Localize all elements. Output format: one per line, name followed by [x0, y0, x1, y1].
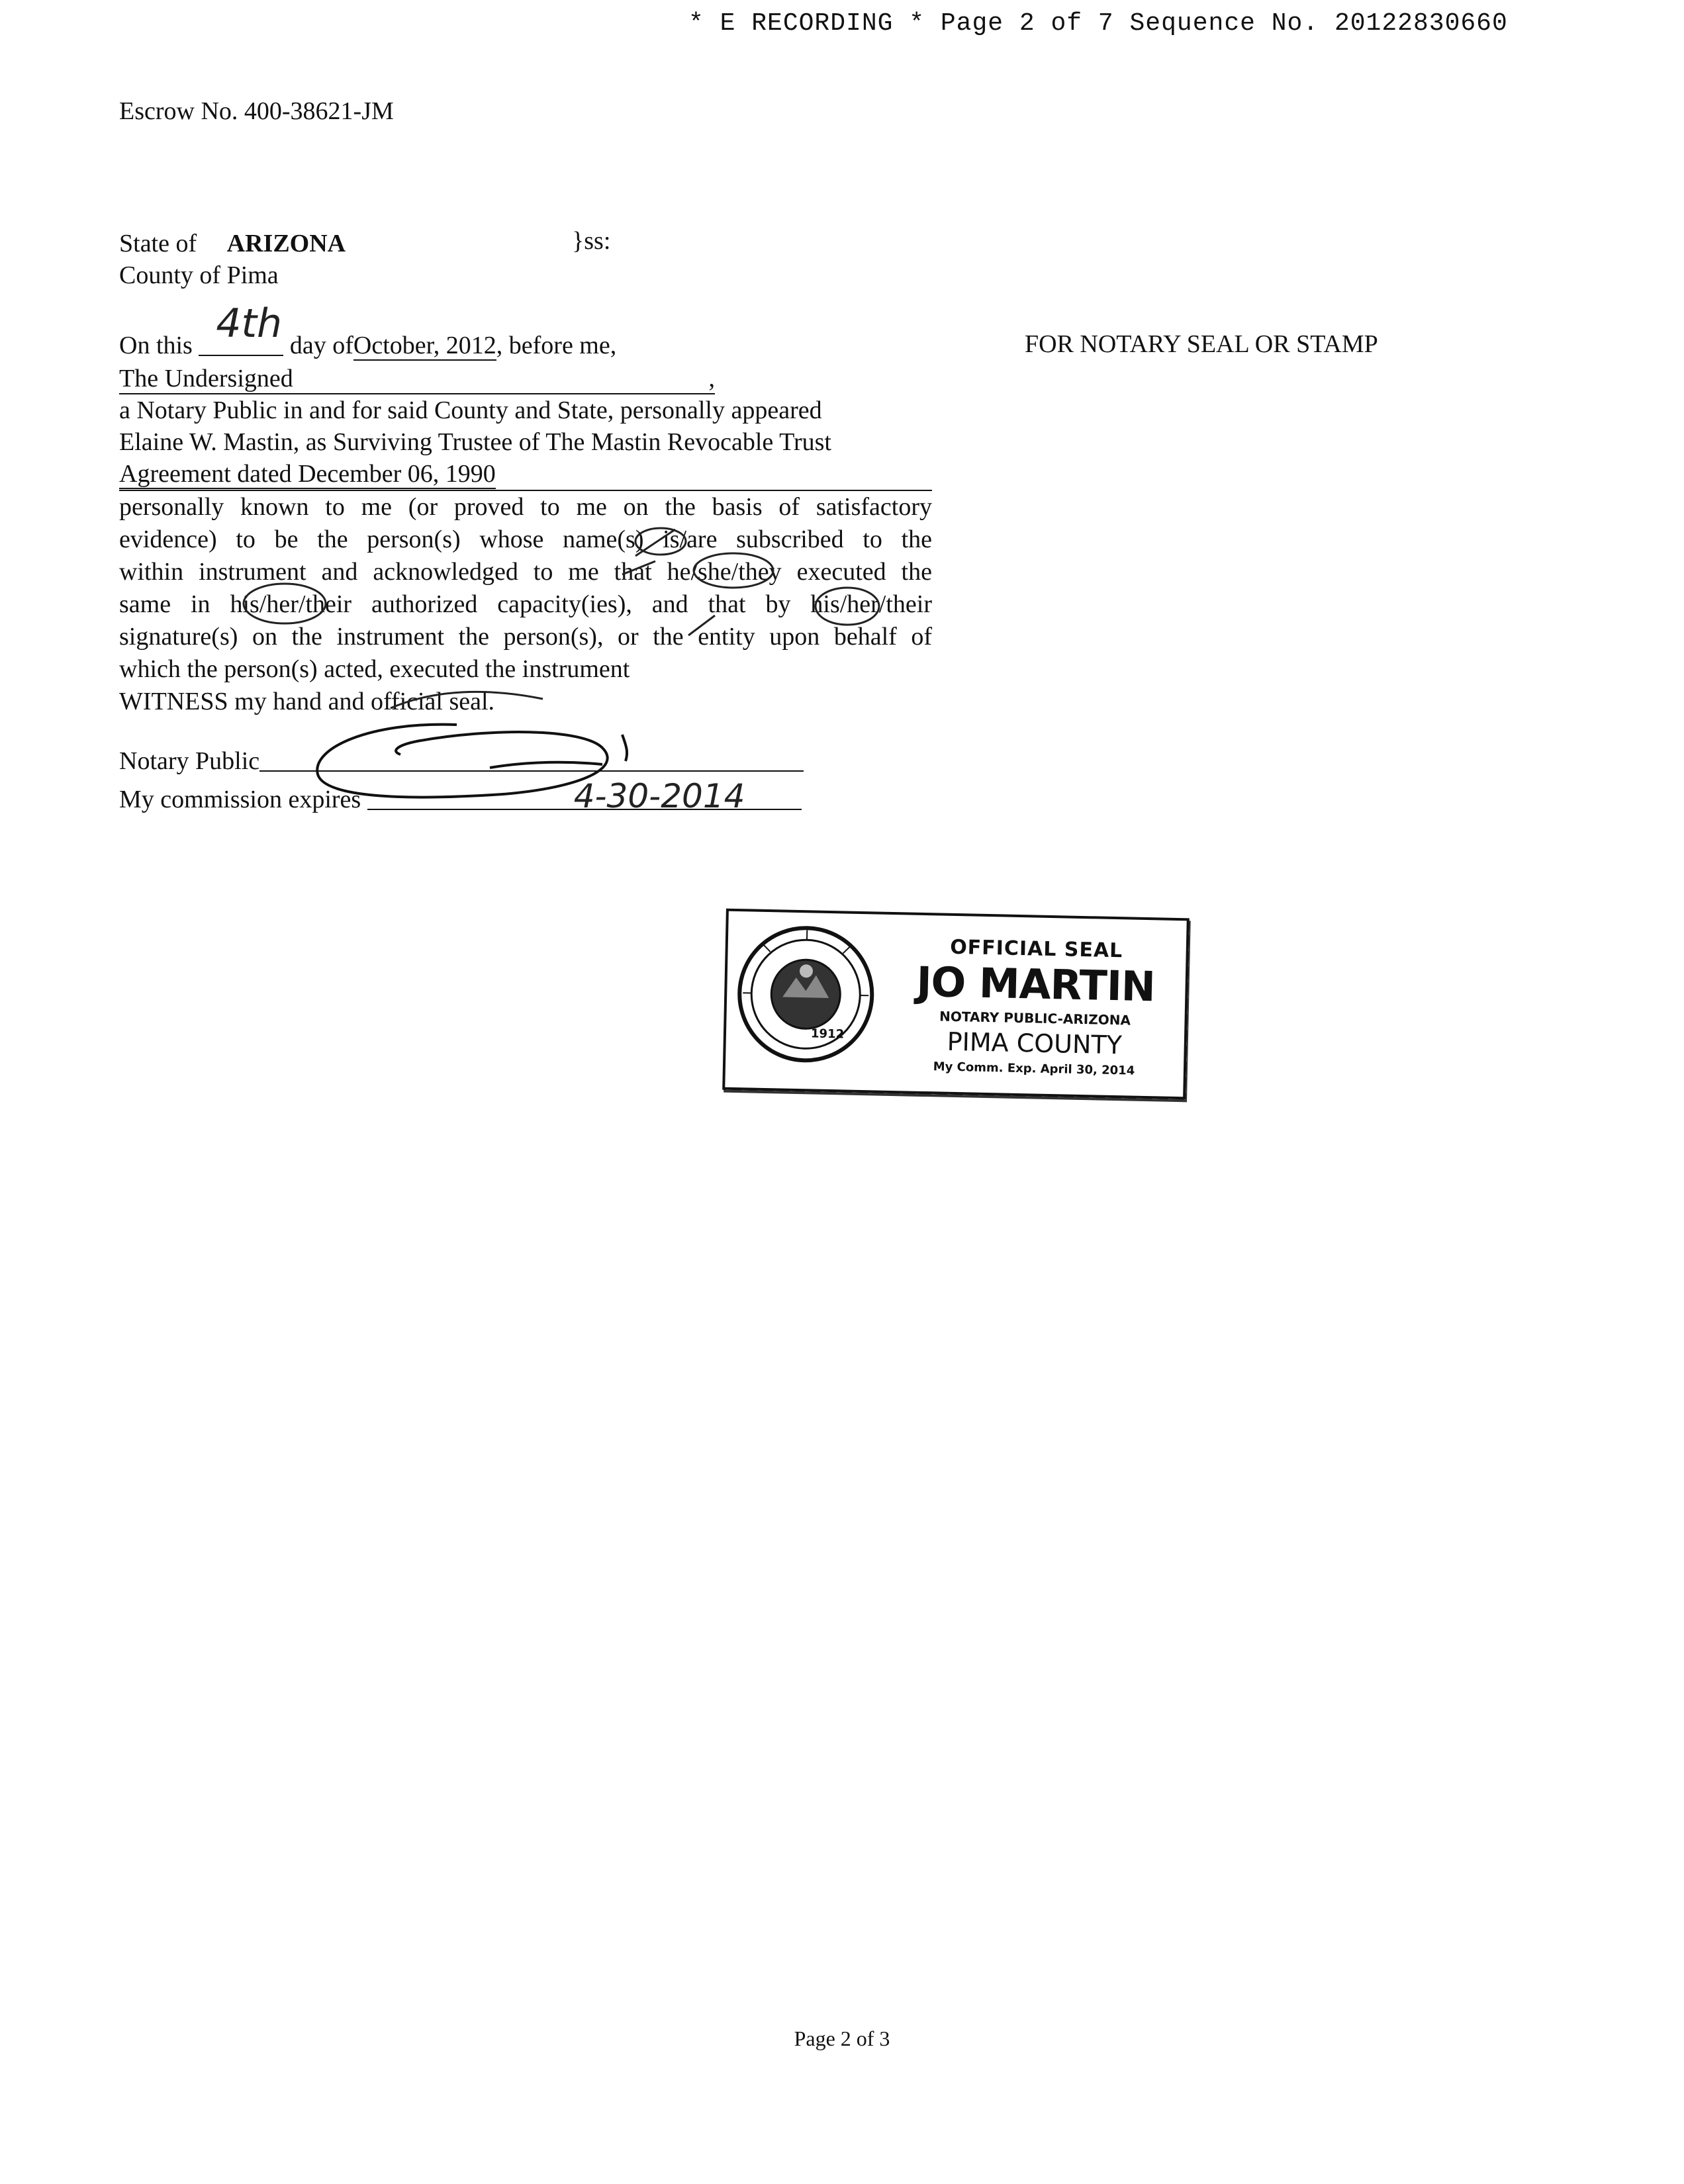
notary-stamp: [722, 909, 1190, 1100]
day-of-label: day of: [289, 332, 353, 359]
witness-line: WITNESS my hand and official seal.: [119, 688, 495, 715]
on-this-label: On this: [119, 332, 193, 359]
notary-public-label: Notary Public: [119, 747, 260, 775]
stamp-notary-name: JO MARTIN: [915, 957, 1156, 1011]
circle-mark-her: [244, 584, 326, 623]
circle-mark-her-2: [816, 588, 879, 625]
state-value: ARIZONA: [226, 230, 346, 257]
seal-year: 1912: [810, 1026, 845, 1042]
state-seal-icon: [735, 923, 876, 1065]
officer-name: The Undersigned: [119, 365, 293, 392]
signer-line-1: Elaine W. Mastin, as Surviving Trustee of The Mastin Revocable Trust: [119, 428, 831, 456]
strike-mark-and: [688, 615, 715, 635]
day-handwritten: 4th: [216, 300, 283, 347]
stamp-county: PIMA COUNTY: [947, 1026, 1123, 1060]
strike-mark-that: [622, 561, 655, 574]
state-label: State of: [119, 230, 197, 257]
body-line: signature(s) on the instrument the person(s), or the entity upon behalf of: [119, 623, 932, 651]
before-me: , before me,: [496, 332, 617, 359]
ss-bracket: }ss:: [572, 227, 611, 255]
officer-suffix: ,: [708, 365, 715, 392]
body-last-line: which the person(s) acted, executed the instrument: [119, 655, 630, 683]
body-line: same in his/her/their authorized capacity(ies), and that by his/her/their: [119, 590, 932, 618]
page-number: Page 2 of 3: [794, 2026, 890, 2050]
escrow-label: Escrow No.: [119, 97, 238, 125]
notary-signature-blank: [259, 748, 804, 772]
body-line: within instrument and acknowledged to me that he/she/they executed the: [119, 558, 932, 586]
body-line: personally known to me (or proved to me on the basis of satisfactory: [119, 493, 932, 521]
county-value: Pima: [226, 261, 279, 289]
body-line: evidence) to be the person(s) whose name(s) is/are subscribed to the: [119, 525, 932, 553]
notary-public-line: [119, 747, 804, 776]
county-label: County of: [119, 261, 221, 289]
seal-box-label: FOR NOTARY SEAL OR STAMP: [1025, 330, 1378, 358]
stamp-official-seal: OFFICIAL SEAL: [949, 935, 1123, 963]
stamp-notary-public: NOTARY PUBLIC-ARIZONA: [939, 1008, 1131, 1028]
commission-label: My commission expires: [119, 786, 361, 813]
commission-handwritten: 4-30-2014: [573, 777, 745, 815]
strike-mark-seal: [391, 692, 543, 708]
month-year: October, 2012: [353, 332, 496, 359]
signer-line-2-text: Agreement dated December 06, 1990: [119, 460, 496, 488]
escrow-value: 400-38621-JM: [244, 97, 394, 125]
circle-mark-she: [694, 553, 773, 588]
notary-appeared-line: a Notary Public in and for said County and State, personally appeared: [119, 396, 822, 424]
commission-blank: [367, 777, 802, 815]
commission-line: [119, 777, 802, 815]
recording-header: * E RECORDING * Page 2 of 7 Sequence No. 20122830660: [688, 9, 1508, 38]
stamp-expiry: My Comm. Exp. April 30, 2014: [933, 1060, 1135, 1078]
